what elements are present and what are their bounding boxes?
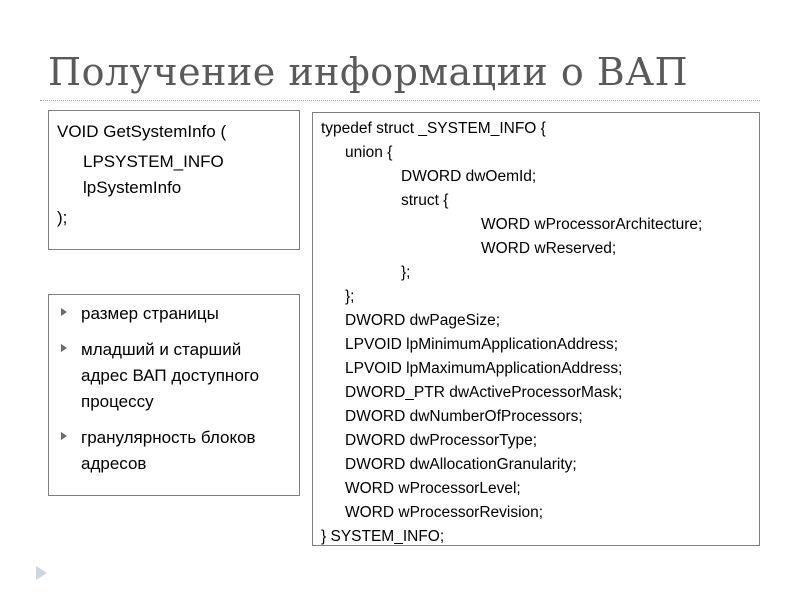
code-line: DWORD dwAllocationGranularity; <box>345 456 577 473</box>
triangle-bullet-icon <box>61 344 67 352</box>
code-line: LPVOID lpMaximumApplicationAddress; <box>345 360 623 377</box>
bullet-item <box>57 301 291 327</box>
bullet-text: младший и старший адрес ВАП доступного процессу <box>81 340 260 411</box>
code-line: }; <box>401 264 411 281</box>
code-line: struct { <box>401 192 449 209</box>
code-line: WORD wProcessorRevision; <box>345 504 544 521</box>
code-line: LPVOID lpMinimumApplicationAddress; <box>345 336 619 353</box>
signature-line-4: ); <box>57 208 68 227</box>
title-divider <box>40 100 760 101</box>
bullet-list-box <box>48 294 300 496</box>
triangle-bullet-icon <box>61 432 67 440</box>
bullet-item <box>57 425 291 477</box>
code-line: DWORD_PTR dwActiveProcessorMask; <box>345 384 623 401</box>
code-line: WORD wProcessorLevel; <box>345 480 521 497</box>
bullet-list <box>57 301 291 477</box>
signature-line-1: VOID GetSystemInfo ( <box>57 122 227 141</box>
code-line: } SYSTEM_INFO; <box>321 528 445 545</box>
bullet-item <box>57 337 291 415</box>
code-line: DWORD dwPageSize; <box>345 312 501 329</box>
bullet-text: гранулярность блоков адресов <box>81 428 256 473</box>
signature-line-3: lpSystemInfo <box>83 178 182 197</box>
bullet-text: размер страницы <box>81 304 219 323</box>
signature-line-2: LPSYSTEM_INFO <box>83 152 224 171</box>
function-signature-box <box>48 110 300 250</box>
code-line: }; <box>345 288 355 305</box>
code-line: typedef struct _SYSTEM_INFO { <box>321 120 546 137</box>
slide-title: Получение информации о ВАП <box>48 50 689 94</box>
code-line: union { <box>345 144 393 161</box>
code-line: WORD wProcessorArchitecture; <box>481 216 703 233</box>
struct-definition-box <box>312 112 760 546</box>
triangle-bullet-icon <box>61 308 67 316</box>
code-line: DWORD dwProcessorType; <box>345 432 538 449</box>
code-line: DWORD dwOemId; <box>401 168 537 185</box>
slide-corner-arrow-icon <box>36 566 47 580</box>
code-line: DWORD dwNumberOfProcessors; <box>345 408 583 425</box>
code-line: WORD wReserved; <box>481 240 617 257</box>
